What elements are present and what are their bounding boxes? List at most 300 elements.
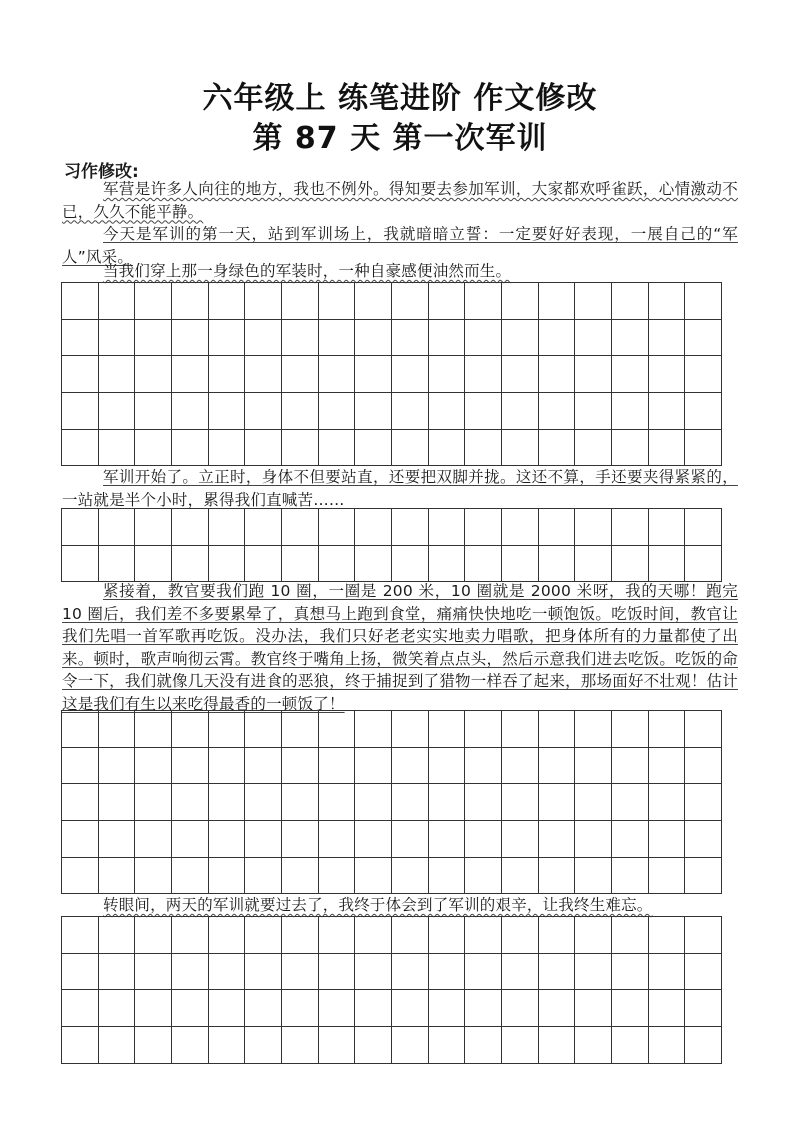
grid-cell[interactable] (575, 283, 612, 320)
grid-cell[interactable] (245, 990, 282, 1027)
grid-cell[interactable] (355, 917, 392, 954)
grid-cell[interactable] (209, 509, 246, 546)
grid-cell[interactable] (685, 858, 722, 895)
writing-grid-3[interactable] (61, 710, 722, 894)
grid-cell[interactable] (245, 821, 282, 858)
grid-cell[interactable] (465, 283, 502, 320)
grid-cell[interactable] (465, 821, 502, 858)
grid-cell[interactable] (355, 430, 392, 467)
grid-cell[interactable] (319, 356, 356, 393)
grid-cell[interactable] (135, 748, 172, 785)
grid-cell[interactable] (172, 356, 209, 393)
grid-cell[interactable] (502, 821, 539, 858)
grid-cell[interactable] (319, 320, 356, 357)
grid-cell[interactable] (135, 784, 172, 821)
grid-cell[interactable] (429, 954, 466, 991)
grid-cell[interactable] (392, 990, 429, 1027)
grid-cell[interactable] (135, 858, 172, 895)
grid-cell[interactable] (575, 1027, 612, 1064)
grid-cell[interactable] (209, 546, 246, 583)
grid-cell[interactable] (429, 1027, 466, 1064)
grid-cell[interactable] (465, 990, 502, 1027)
grid-cell[interactable] (245, 858, 282, 895)
grid-cell[interactable] (649, 546, 686, 583)
grid-cell[interactable] (135, 320, 172, 357)
grid-cell[interactable] (172, 283, 209, 320)
grid-cell[interactable] (429, 546, 466, 583)
grid-cell[interactable] (612, 1027, 649, 1064)
grid-cell[interactable] (685, 546, 722, 583)
grid-cell[interactable] (575, 858, 612, 895)
grid-cell[interactable] (539, 954, 576, 991)
grid-cell[interactable] (649, 393, 686, 430)
paragraph-3 (62, 260, 738, 283)
grid-cell[interactable] (649, 430, 686, 467)
grid-cell[interactable] (282, 356, 319, 393)
grid-cell[interactable] (355, 784, 392, 821)
grid-cell[interactable] (62, 821, 99, 858)
grid-cell[interactable] (135, 711, 172, 748)
grid-cell[interactable] (245, 748, 282, 785)
grid-cell[interactable] (649, 509, 686, 546)
grid-cell[interactable] (392, 821, 429, 858)
writing-grid-2[interactable] (61, 508, 722, 582)
grid-cell[interactable] (685, 430, 722, 467)
grid-cell[interactable] (649, 821, 686, 858)
grid-cell[interactable] (99, 821, 136, 858)
grid-cell[interactable] (135, 821, 172, 858)
grid-cell[interactable] (539, 821, 576, 858)
grid-cell[interactable] (209, 917, 246, 954)
grid-cell[interactable] (429, 320, 466, 357)
paragraph-5-text: 紧接着，教官要我们跑 10 圈，一圈是 200 米，10 圈就是 2000 米呀，我的天哪！跑完 10 圈后，我们差不多要累晕了，真想马上跑到食堂，痛痛快快地吃一顿饱饭。吃饭时间，教官让我们先唱一首军歌再吃饭。没办法，我们只好老老实实地卖力唱歌，把身体所有的力量都使了出来。顿时，歌声响彻云霄。教官终于嘴角上扬，微笑着点点头，然后示意我们进去吃饭。吃饭的命令一下，我们就像几天没有进食的恶狼，终于捕捉到了猎物一样吞了起来，那场面好不壮观！估计这是我们有生以来吃得最香的一顿饭了！ (62, 582, 738, 713)
grid-cell[interactable] (282, 954, 319, 991)
grid-cell[interactable] (209, 954, 246, 991)
grid-cell[interactable] (245, 784, 282, 821)
grid-cell[interactable] (355, 1027, 392, 1064)
grid-cell[interactable] (319, 748, 356, 785)
grid-cell[interactable] (465, 784, 502, 821)
grid-cell[interactable] (319, 990, 356, 1027)
grid-cell[interactable] (685, 320, 722, 357)
grid-cell[interactable] (282, 858, 319, 895)
grid-cell[interactable] (135, 430, 172, 467)
grid-cell[interactable] (685, 711, 722, 748)
grid-cell[interactable] (465, 1027, 502, 1064)
grid-cell[interactable] (99, 430, 136, 467)
grid-cell[interactable] (135, 1027, 172, 1064)
grid-cell[interactable] (355, 356, 392, 393)
grid-cell[interactable] (465, 356, 502, 393)
grid-cell[interactable] (319, 430, 356, 467)
grid-cell[interactable] (319, 393, 356, 430)
grid-cell[interactable] (172, 430, 209, 467)
grid-cell[interactable] (612, 748, 649, 785)
grid-cell[interactable] (355, 509, 392, 546)
grid-cell[interactable] (209, 356, 246, 393)
grid-cell[interactable] (575, 546, 612, 583)
grid-cell[interactable] (62, 546, 99, 583)
grid-cell[interactable] (319, 711, 356, 748)
grid-cell[interactable] (429, 784, 466, 821)
grid-cell[interactable] (172, 990, 209, 1027)
grid-cell[interactable] (172, 711, 209, 748)
grid-cell[interactable] (172, 821, 209, 858)
grid-cell[interactable] (612, 546, 649, 583)
grid-cell[interactable] (429, 917, 466, 954)
grid-cell[interactable] (539, 393, 576, 430)
grid-cell[interactable] (282, 430, 319, 467)
grid-cell[interactable] (135, 393, 172, 430)
grid-cell[interactable] (575, 356, 612, 393)
grid-cell[interactable] (502, 858, 539, 895)
grid-cell[interactable] (612, 784, 649, 821)
grid-cell[interactable] (539, 283, 576, 320)
grid-cell[interactable] (282, 917, 319, 954)
grid-cell[interactable] (575, 748, 612, 785)
grid-cell[interactable] (319, 283, 356, 320)
grid-cell[interactable] (62, 748, 99, 785)
grid-cell[interactable] (465, 546, 502, 583)
grid-cell[interactable] (135, 546, 172, 583)
grid-cell[interactable] (649, 748, 686, 785)
grid-cell[interactable] (612, 711, 649, 748)
grid-cell[interactable] (62, 917, 99, 954)
grid-cell[interactable] (575, 393, 612, 430)
grid-cell[interactable] (392, 858, 429, 895)
grid-cell[interactable] (319, 1027, 356, 1064)
paragraph-4-text: 军训开始了。立正时，身体不但要站直，还要把双脚并拢。这还不算，手还要夹得紧紧的，一站就是半个小时，累得我们直喊苦…… (62, 468, 738, 509)
grid-cell[interactable] (245, 393, 282, 430)
grid-cell[interactable] (575, 430, 612, 467)
page-title: 六年级上 练笔进阶 作文修改 (202, 81, 598, 116)
grid-cell[interactable] (62, 954, 99, 991)
grid-cell[interactable] (612, 990, 649, 1027)
grid-cell[interactable] (392, 954, 429, 991)
grid-cell[interactable] (135, 356, 172, 393)
grid-cell[interactable] (282, 546, 319, 583)
grid-cell[interactable] (355, 990, 392, 1027)
grid-cell[interactable] (502, 917, 539, 954)
grid-cell[interactable] (135, 509, 172, 546)
grid-cell[interactable] (282, 784, 319, 821)
grid-cell[interactable] (612, 821, 649, 858)
grid-cell[interactable] (649, 711, 686, 748)
grid-cell[interactable] (649, 954, 686, 991)
grid-cell[interactable] (649, 784, 686, 821)
paragraph-5 (62, 580, 738, 715)
grid-cell[interactable] (612, 858, 649, 895)
grid-cell[interactable] (685, 990, 722, 1027)
grid-cell[interactable] (319, 784, 356, 821)
grid-cell[interactable] (282, 283, 319, 320)
grid-cell[interactable] (282, 711, 319, 748)
grid-cell[interactable] (172, 954, 209, 991)
grid-cell[interactable] (575, 711, 612, 748)
grid-cell[interactable] (649, 858, 686, 895)
grid-cell[interactable] (99, 356, 136, 393)
grid-cell[interactable] (575, 784, 612, 821)
grid-cell[interactable] (502, 1027, 539, 1064)
grid-cell[interactable] (355, 821, 392, 858)
grid-cell[interactable] (245, 356, 282, 393)
grid-cell[interactable] (539, 430, 576, 467)
grid-cell[interactable] (612, 954, 649, 991)
grid-cell[interactable] (649, 990, 686, 1027)
grid-cell[interactable] (392, 917, 429, 954)
grid-cell[interactable] (685, 509, 722, 546)
grid-cell[interactable] (465, 711, 502, 748)
grid-cell[interactable] (209, 858, 246, 895)
grid-cell[interactable] (209, 748, 246, 785)
grid-cell[interactable] (99, 748, 136, 785)
grid-cell[interactable] (99, 858, 136, 895)
grid-cell[interactable] (575, 990, 612, 1027)
grid-cell[interactable] (649, 320, 686, 357)
grid-cell[interactable] (539, 509, 576, 546)
grid-cell[interactable] (172, 858, 209, 895)
grid-cell[interactable] (539, 858, 576, 895)
grid-cell[interactable] (282, 990, 319, 1027)
grid-cell[interactable] (172, 509, 209, 546)
grid-cell[interactable] (319, 546, 356, 583)
grid-cell[interactable] (62, 320, 99, 357)
grid-cell[interactable] (172, 320, 209, 357)
grid-cell[interactable] (99, 546, 136, 583)
grid-cell[interactable] (685, 748, 722, 785)
grid-cell[interactable] (685, 821, 722, 858)
grid-cell[interactable] (649, 283, 686, 320)
grid-cell[interactable] (649, 917, 686, 954)
grid-cell[interactable] (502, 711, 539, 748)
grid-cell[interactable] (245, 917, 282, 954)
grid-cell[interactable] (99, 509, 136, 546)
grid-cell[interactable] (429, 393, 466, 430)
grid-cell[interactable] (502, 393, 539, 430)
grid-cell[interactable] (319, 917, 356, 954)
writing-grid-1[interactable] (61, 282, 722, 466)
grid-cell[interactable] (649, 1027, 686, 1064)
grid-cell[interactable] (575, 509, 612, 546)
grid-cell[interactable] (612, 509, 649, 546)
grid-cell[interactable] (355, 858, 392, 895)
grid-cell[interactable] (172, 917, 209, 954)
grid-cell[interactable] (245, 711, 282, 748)
grid-cell[interactable] (355, 546, 392, 583)
grid-cell[interactable] (612, 320, 649, 357)
grid-cell[interactable] (502, 320, 539, 357)
paragraph-4 (62, 466, 738, 511)
grid-cell[interactable] (575, 954, 612, 991)
grid-cell[interactable] (99, 393, 136, 430)
grid-cell[interactable] (172, 546, 209, 583)
grid-cell[interactable] (685, 917, 722, 954)
grid-cell[interactable] (685, 283, 722, 320)
grid-cell[interactable] (99, 990, 136, 1027)
grid-cell[interactable] (62, 990, 99, 1027)
grid-cell[interactable] (209, 990, 246, 1027)
grid-cell[interactable] (62, 1027, 99, 1064)
grid-cell[interactable] (135, 917, 172, 954)
grid-cell[interactable] (319, 509, 356, 546)
grid-cell[interactable] (465, 954, 502, 991)
grid-cell[interactable] (99, 283, 136, 320)
grid-cell[interactable] (62, 509, 99, 546)
grid-cell[interactable] (62, 356, 99, 393)
grid-cell[interactable] (209, 430, 246, 467)
grid-cell[interactable] (209, 283, 246, 320)
grid-cell[interactable] (282, 509, 319, 546)
grid-cell[interactable] (465, 320, 502, 357)
grid-cell[interactable] (649, 356, 686, 393)
grid-cell[interactable] (392, 320, 429, 357)
grid-cell[interactable] (62, 430, 99, 467)
grid-cell[interactable] (429, 356, 466, 393)
grid-cell[interactable] (172, 784, 209, 821)
grid-cell[interactable] (502, 990, 539, 1027)
grid-cell[interactable] (209, 1027, 246, 1064)
grid-cell[interactable] (99, 1027, 136, 1064)
grid-cell[interactable] (612, 283, 649, 320)
grid-cell[interactable] (429, 509, 466, 546)
grid-cell[interactable] (355, 320, 392, 357)
grid-cell[interactable] (539, 748, 576, 785)
grid-cell[interactable] (429, 990, 466, 1027)
grid-cell[interactable] (502, 430, 539, 467)
grid-cell[interactable] (502, 356, 539, 393)
paragraph-2-text: 今天是军训的第一天，站到军训场上，我就暗暗立誓：一定要好好表现，一展自己的“军人”风采。 (62, 225, 738, 266)
grid-cell[interactable] (172, 748, 209, 785)
grid-cell[interactable] (539, 917, 576, 954)
grid-cell[interactable] (465, 748, 502, 785)
grid-cell[interactable] (539, 356, 576, 393)
paragraph-1 (62, 178, 738, 223)
grid-cell[interactable] (319, 821, 356, 858)
grid-cell[interactable] (245, 509, 282, 546)
grid-cell[interactable] (539, 711, 576, 748)
grid-cell[interactable] (99, 954, 136, 991)
grid-cell[interactable] (99, 711, 136, 748)
grid-cell[interactable] (282, 1027, 319, 1064)
grid-cell[interactable] (172, 393, 209, 430)
grid-cell[interactable] (172, 1027, 209, 1064)
grid-cell[interactable] (502, 546, 539, 583)
grid-cell[interactable] (99, 917, 136, 954)
grid-cell[interactable] (392, 784, 429, 821)
grid-cell[interactable] (245, 320, 282, 357)
grid-cell[interactable] (282, 748, 319, 785)
grid-cell[interactable] (685, 356, 722, 393)
grid-cell[interactable] (62, 784, 99, 821)
grid-cell[interactable] (355, 748, 392, 785)
grid-cell[interactable] (392, 430, 429, 467)
grid-cell[interactable] (539, 546, 576, 583)
grid-cell[interactable] (502, 784, 539, 821)
grid-cell[interactable] (282, 320, 319, 357)
grid-cell[interactable] (539, 784, 576, 821)
grid-cell[interactable] (685, 954, 722, 991)
grid-cell[interactable] (612, 356, 649, 393)
grid-cell[interactable] (685, 1027, 722, 1064)
grid-cell[interactable] (575, 821, 612, 858)
grid-cell[interactable] (465, 917, 502, 954)
grid-cell[interactable] (62, 393, 99, 430)
grid-cell[interactable] (392, 546, 429, 583)
grid-cell[interactable] (355, 711, 392, 748)
grid-cell[interactable] (392, 393, 429, 430)
grid-cell[interactable] (282, 821, 319, 858)
grid-cell[interactable] (539, 1027, 576, 1064)
grid-cell[interactable] (245, 1027, 282, 1064)
grid-cell[interactable] (99, 320, 136, 357)
grid-cell[interactable] (392, 1027, 429, 1064)
grid-cell[interactable] (429, 711, 466, 748)
grid-cell[interactable] (62, 283, 99, 320)
grid-cell[interactable] (685, 784, 722, 821)
grid-cell[interactable] (355, 283, 392, 320)
grid-cell[interactable] (612, 393, 649, 430)
grid-cell[interactable] (355, 393, 392, 430)
grid-cell[interactable] (209, 711, 246, 748)
grid-cell[interactable] (209, 784, 246, 821)
grid-cell[interactable] (62, 711, 99, 748)
grid-cell[interactable] (429, 430, 466, 467)
grid-cell[interactable] (429, 283, 466, 320)
grid-cell[interactable] (465, 430, 502, 467)
grid-cell[interactable] (502, 748, 539, 785)
grid-cell[interactable] (465, 858, 502, 895)
grid-cell[interactable] (575, 917, 612, 954)
grid-cell[interactable] (209, 821, 246, 858)
grid-cell[interactable] (502, 509, 539, 546)
grid-cell[interactable] (355, 954, 392, 991)
writing-grid-4[interactable] (61, 916, 722, 1064)
grid-cell[interactable] (135, 283, 172, 320)
grid-cell[interactable] (245, 954, 282, 991)
grid-cell[interactable] (135, 954, 172, 991)
grid-cell[interactable] (245, 546, 282, 583)
grid-cell[interactable] (429, 748, 466, 785)
grid-cell[interactable] (392, 509, 429, 546)
grid-cell[interactable] (685, 393, 722, 430)
grid-cell[interactable] (612, 917, 649, 954)
grid-cell[interactable] (319, 858, 356, 895)
grid-cell[interactable] (392, 283, 429, 320)
grid-cell[interactable] (319, 954, 356, 991)
grid-cell[interactable] (539, 320, 576, 357)
grid-cell[interactable] (465, 393, 502, 430)
grid-cell[interactable] (429, 858, 466, 895)
grid-cell[interactable] (245, 283, 282, 320)
grid-cell[interactable] (392, 748, 429, 785)
grid-cell[interactable] (429, 821, 466, 858)
grid-cell[interactable] (282, 393, 319, 430)
grid-cell[interactable] (502, 283, 539, 320)
grid-cell[interactable] (502, 954, 539, 991)
grid-cell[interactable] (135, 990, 172, 1027)
grid-cell[interactable] (62, 858, 99, 895)
grid-cell[interactable] (539, 990, 576, 1027)
grid-cell[interactable] (575, 320, 612, 357)
grid-cell[interactable] (99, 784, 136, 821)
grid-cell[interactable] (612, 430, 649, 467)
grid-cell[interactable] (209, 320, 246, 357)
grid-cell[interactable] (392, 356, 429, 393)
grid-cell[interactable] (392, 711, 429, 748)
grid-cell[interactable] (245, 430, 282, 467)
grid-cell[interactable] (465, 509, 502, 546)
grid-cell[interactable] (209, 393, 246, 430)
